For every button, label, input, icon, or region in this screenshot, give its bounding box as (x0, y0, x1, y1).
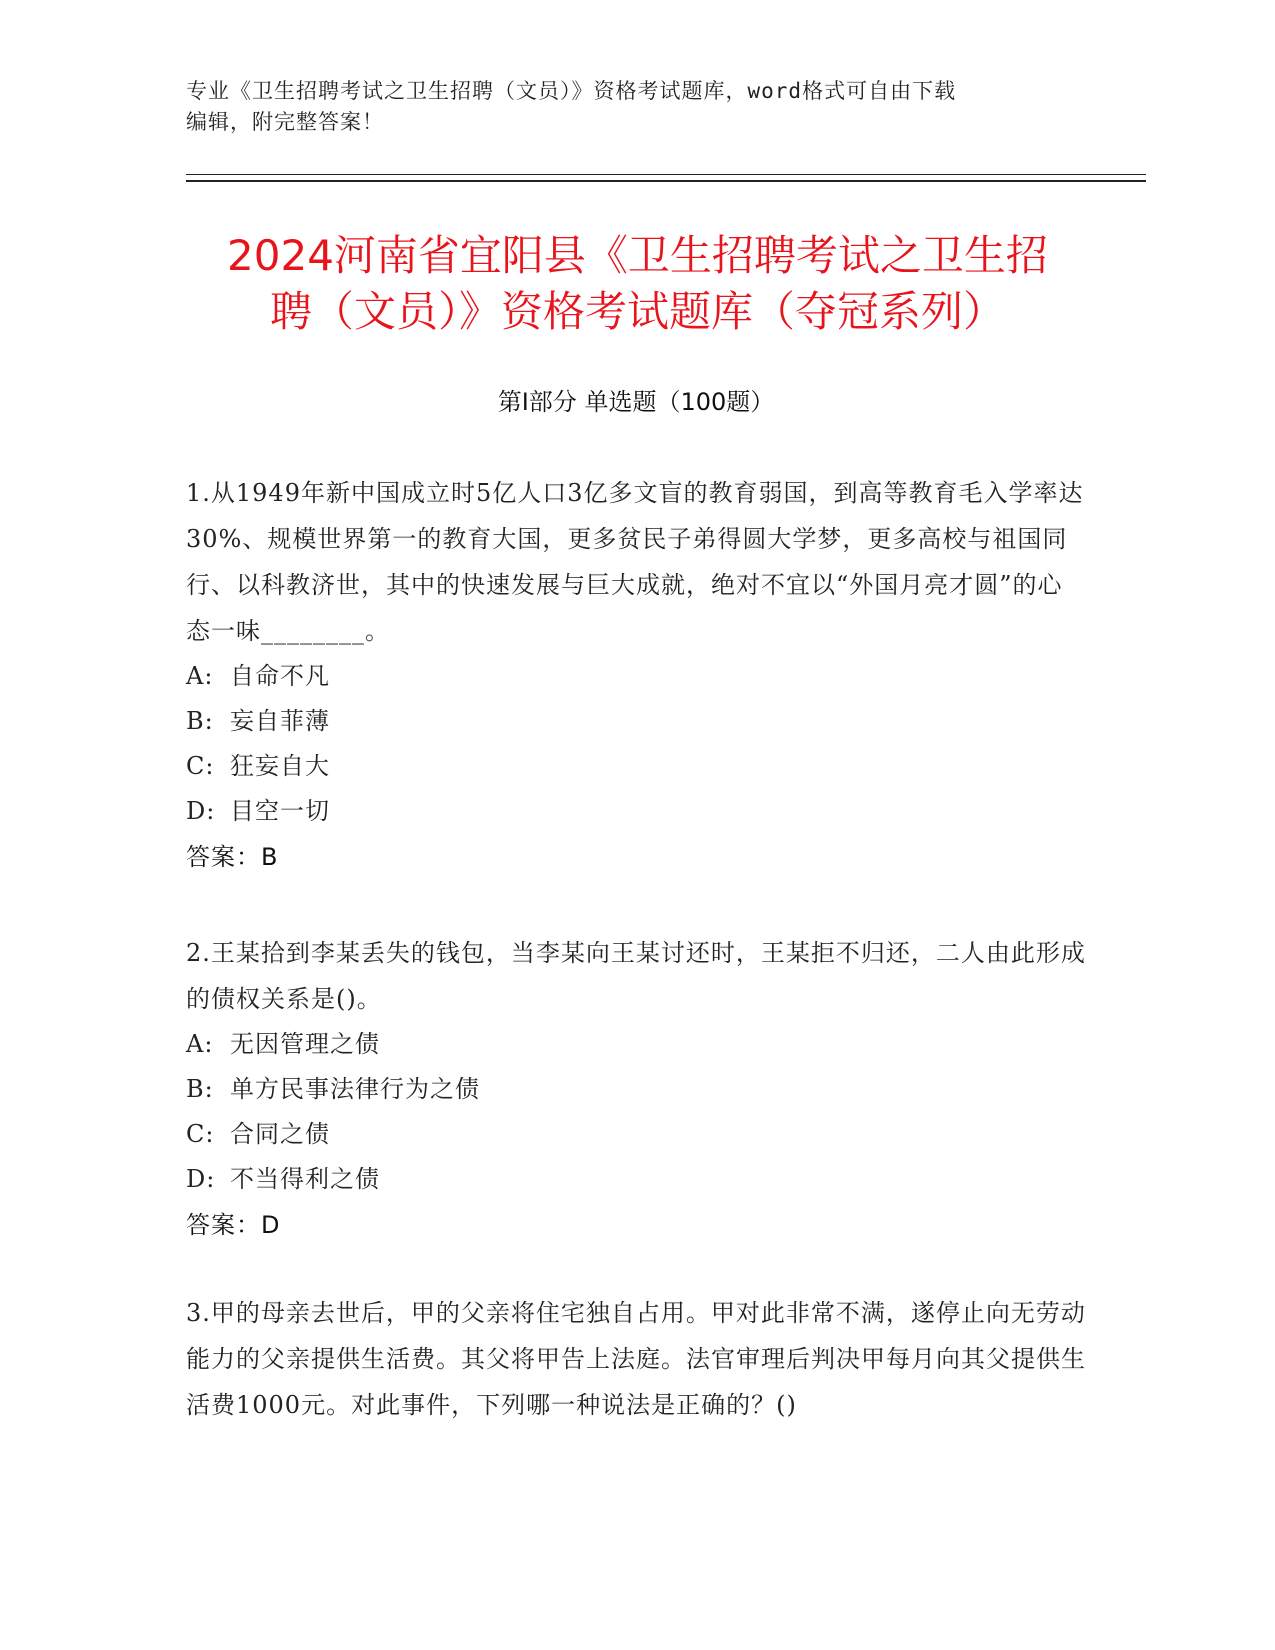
document-title-line-1: 2024河南省宜阳县《卫生招聘考试之卫生招 (227, 231, 1048, 280)
option-key: C: (186, 752, 215, 780)
option-key: D: (186, 797, 216, 825)
answer: 答案：B (186, 843, 279, 871)
option-d (186, 789, 1086, 834)
section-title: 第I部分 单选题（100题） (497, 388, 775, 416)
question-stem: 2.王某拾到李某丢失的钱包，当李某向王某讨还时，王某拒不归还，二人由此形成的债权关系是()。 (186, 939, 1086, 1013)
option-text: 自命不凡 (230, 662, 330, 690)
header-divider-thick (186, 180, 1146, 182)
option-key: D: (186, 1165, 216, 1193)
option-d (186, 1157, 1086, 1202)
option-text: 目空一切 (230, 797, 330, 825)
question-3 (186, 1290, 1086, 1428)
option-text: 合同之债 (230, 1120, 330, 1148)
option-c (186, 744, 1086, 789)
question-1 (186, 470, 1086, 880)
answer: 答案：D (186, 1211, 281, 1239)
option-text: 单方民事法律行为之债 (230, 1075, 480, 1103)
question-stem: 3.甲的母亲去世后，甲的父亲将住宅独自占用。甲对此非常不满，遂停止向无劳动能力的父亲提供生活费。其父将甲告上法庭。法官审理后判决甲每月向其父提供生活费1000元。对此事件，下列哪一种说法是正确的？() (186, 1299, 1086, 1419)
option-a (186, 1022, 1086, 1067)
option-text: 无因管理之债 (230, 1030, 380, 1058)
header-note-line-1: 专业《卫生招聘考试之卫生招聘（文员）》资格考试题库，word格式可自由下载 (186, 79, 957, 103)
option-key: B: (186, 707, 214, 735)
option-b (186, 699, 1086, 744)
option-text: 狂妄自大 (230, 752, 330, 780)
document-title-line-2: 聘（文员）》资格考试题库（夺冠系列） (269, 287, 1005, 336)
option-c (186, 1112, 1086, 1157)
header-divider-thin (186, 174, 1146, 175)
header-note (186, 76, 1086, 138)
header-note-line-2: 编辑，附完整答案！ (186, 110, 384, 134)
option-b (186, 1067, 1086, 1112)
option-key: A: (186, 1030, 214, 1058)
question-stem: 1.从1949年新中国成立时5亿人口3亿多文盲的教育弱国，到高等教育毛入学率达30%、规模世界第一的教育大国，更多贫民子弟得圆大学梦，更多高校与祖国同行、以科教济世，其中的快速发展与巨大成就，绝对不宜以“外国月亮才圆”的心态一味________。 (186, 479, 1084, 645)
option-a (186, 654, 1086, 699)
option-text: 不当得利之债 (230, 1165, 380, 1193)
option-key: C: (186, 1120, 215, 1148)
option-text: 妄自菲薄 (230, 707, 330, 735)
question-2 (186, 930, 1086, 1248)
option-key: A: (186, 662, 214, 690)
option-key: B: (186, 1075, 214, 1103)
document-title (160, 228, 1115, 340)
